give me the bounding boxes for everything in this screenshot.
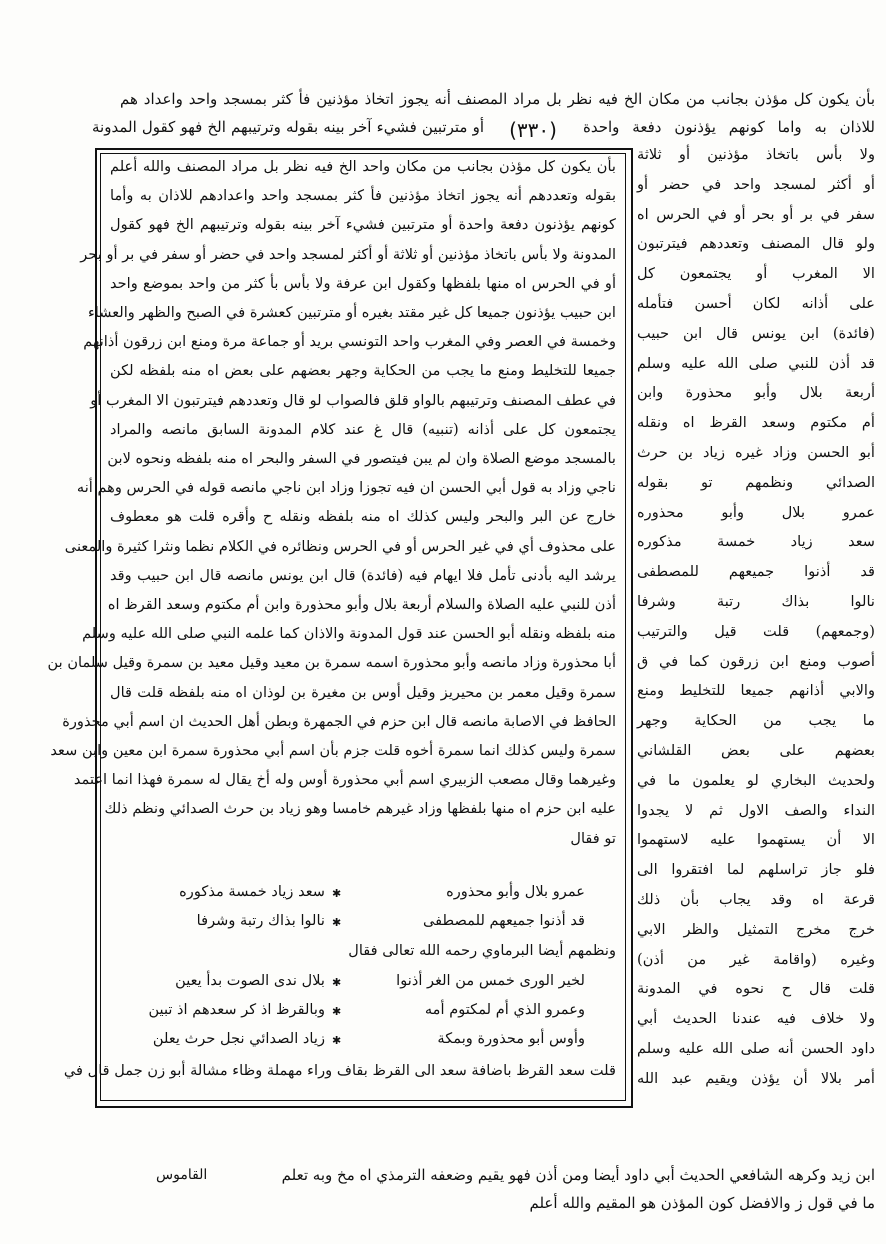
main-line: بأن يكون كل مؤذن بجانب من مكان واحد الخ فيه نظر بل مراد المصنف والله أعلم bbox=[110, 158, 616, 175]
verse-right-hemistich: لخير الورى خمس من الغر أذنوا bbox=[396, 972, 585, 989]
side-line: الا المغرب أو يجتمعون كل bbox=[637, 265, 875, 283]
verse-left-hemistich: بلال ندى الصوت بدأ يعين bbox=[175, 972, 325, 989]
side-line: ما يجب من الحكاية وجهر bbox=[637, 712, 875, 730]
side-line: داود الحسن أنه صلى الله عليه وسلم bbox=[637, 1040, 875, 1057]
verse-left-hemistich: زياد الصدائي نجل حرث يعلن bbox=[152, 1030, 325, 1047]
side-line: على أذانه لكان أحسن فتأمله bbox=[637, 295, 875, 312]
verse-separator-star: ✱ bbox=[332, 916, 342, 929]
header-line-2-left: أو مترتبين فشيء آخر بينه بقوله وترتيبهم الخ فهو كقول المدونة bbox=[92, 118, 484, 136]
side-line: ولا خلاف فيه عندنا الحديث أبي bbox=[637, 1010, 875, 1028]
side-line: الصدائي ونظمهم تو بقوله bbox=[637, 473, 875, 491]
verse-right-hemistich: وعمرو الذي أم لمكتوم أمه bbox=[424, 1001, 585, 1018]
main-line: في عطف المصنف وترتيبهم بالواو قلق فالصواب لو قال وتعددهم فيترتبون الا المغرب أو bbox=[90, 391, 616, 409]
verse-right-hemistich: وأوس أبو محذورة وبمكة bbox=[437, 1030, 585, 1047]
side-line: ولو قال المصنف وتعددهم فيترتبون bbox=[637, 235, 875, 253]
footer-word: القاموس bbox=[156, 1167, 208, 1183]
main-line: يرشد اليه بأدنى تأمل فلا ايهام فيه (فائدة) قال ابن يونس مانصه قال ابن حبيب وقد bbox=[110, 566, 616, 584]
side-line: (وجمعهم) قلت قيل والترتيب bbox=[637, 622, 875, 640]
side-line: والابي أذانهم جميعا للتخليط ومنع bbox=[637, 682, 875, 700]
main-line: خارج عن البر والبحر وليس كذلك اه منه بلفظه ونقله ح وأقره قلت هو معطوف bbox=[110, 508, 616, 526]
main-line: الحافظ في الاصابة مانصه قال ابن حزم في الجمهرة وبطن أهل الحديث ان اسم أبي محذورة bbox=[62, 712, 616, 730]
side-line: النداء والصف الاول ثم لا يجدوا bbox=[637, 801, 875, 819]
main-line: كونهم يؤذنون دفعة واحدة أو مترتبين فشيء آخر بينه بقوله وترتيبهم الخ فهو كقول bbox=[110, 216, 616, 234]
verse-separator-star: ✱ bbox=[332, 1005, 342, 1018]
main-line: أو في الحرس اه منها بلفظها وكقول ابن عرفة ولا بأس بأ كثر من واحد بموضع واحد bbox=[110, 274, 616, 292]
main-line: تو فقال bbox=[570, 829, 616, 847]
footer-line-2: ما في قول ز والافضل كون المؤذن هو المقيم والله أعلم bbox=[529, 1194, 875, 1212]
side-line: أم مكتوم وسعد القرظ اه ونقله bbox=[637, 414, 875, 432]
side-line: أمر بلالا أن يؤذن ويقيم عبد الله bbox=[637, 1069, 875, 1087]
verse-left-hemistich: سعد زياد خمسة مذكوره bbox=[179, 883, 325, 900]
side-line: الا أن يستهموا عليه لاستهموا bbox=[637, 831, 875, 849]
main-line: يجتمعون كل على أذانه (تنبيه) قال غ عند كلام المدونة السابق مانصه والمراد bbox=[110, 420, 616, 438]
main-line: بقوله وتعددهم أنه يجوز اتخاذ مؤذنين فأ كثر بمسجد واحد واعدادهم للاذان به وأما bbox=[110, 187, 616, 205]
main-line: وغيرهما وقال مصعب الزبيري اسم أبي محذورة أوس وله أخ يقال له سمرة فهذا انما اعتمد bbox=[73, 771, 616, 789]
main-line: على محذوف أي في غير الحرس أو في الحرس ونظائره في الكلام نظما ونثرا كثيرة والمعنى bbox=[64, 537, 616, 555]
main-line: وخمسة في العصر وفي المغرب واحد التونسي بريد أو جماعة مرة ومنع ابن زرقون أذانهم bbox=[83, 333, 616, 351]
side-line: قلت قال ح نحوه في المدونة bbox=[637, 980, 875, 998]
side-line: سعد زياد خمسة مذكوره bbox=[637, 533, 875, 551]
main-line: ابن حبيب يؤذنون جميعا كل غير مقتد بغيره أو مترتبين كعشرة في الصبح والظهر والعشاء bbox=[87, 304, 616, 321]
main-line: منه بلفظه ونقله أبو الحسن عند قول المدونة والاذان كما علمه النبي صلى الله عليه وسلم bbox=[82, 625, 616, 643]
verse-separator-star: ✱ bbox=[332, 1034, 342, 1047]
side-line: ولحديث البخاري لو يعلمون ما في bbox=[637, 771, 875, 789]
header-line-2-right: للاذان به واما كونهم يؤذنون دفعة واحدة bbox=[583, 118, 875, 136]
main-line: سمرة وقيل معمر بن محيريز وقيل أوس بن مغيرة بن لوذان اه منه بلفظه قلت قال bbox=[110, 683, 616, 701]
side-line: أبو الحسن وزاد غيره زياد بن حرث bbox=[637, 444, 875, 461]
side-line: عمرو بلال وأبو محذوره bbox=[637, 503, 875, 521]
verse-intro: ونظمهم أيضا البرماوي رحمه الله تعالى فقال bbox=[348, 942, 616, 959]
verse-left-hemistich: وبالقرظ اذ كر سعدهم اذ تبين bbox=[148, 1001, 325, 1018]
side-line: قد أذنوا جميعهم للمصطفى bbox=[637, 563, 875, 581]
header-line-1: بأن يكون كل مؤذن بجانب من مكان الخ فيه نظر بل مراد المصنف أنه يجوز اتخاذ مؤذنين فأ كثر بمسجد واحد واعداد هم bbox=[120, 90, 875, 108]
side-line: أربعة بلال وأبو محذورة وابن bbox=[637, 384, 875, 402]
verse-left-hemistich: نالوا بذاك رتبة وشرفا bbox=[196, 912, 325, 929]
side-line: فلو جاز تراسلهم لما افتقروا الى bbox=[637, 861, 875, 879]
side-line: أو أكثر لمسجد واحد في حضر أو bbox=[637, 175, 875, 193]
side-line: أصوب ومنع ابن زرقون كما في ق bbox=[637, 652, 875, 670]
verse-separator-star: ✱ bbox=[332, 887, 342, 900]
main-line: ناجي وزاد به قول أبي الحسن ان فيه تجوزا وزاد ابن ناجي مانصه قوله في الحرس وهم أنه bbox=[76, 479, 616, 497]
verse-right-hemistich: عمرو بلال وأبو محذوره bbox=[446, 883, 585, 900]
side-line: ولا بأس باتخاذ مؤذنين أو ثلاثة bbox=[637, 146, 875, 163]
main-line: أبا محذورة وزاد مانصه وأبو محذورة اسمه سمرة بن معيد وقيل معيد بن سمرة وقيل سلمان بن bbox=[47, 654, 616, 672]
main-line: عليه ابن حزم اه منها بلفظها وزاد غيرهم خامسا وهو زياد بن حرث الصدائي ونظم ذلك bbox=[104, 800, 616, 818]
main-line: المدونة ولا بأس باتخاذ مؤذنين أو ثلاثة أو أكثر لمسجد واحد في حضر أو سفر في بر أو بحر bbox=[80, 245, 616, 263]
side-line: بعضهم على بعض القلشاني bbox=[637, 742, 875, 759]
side-line: سفر في بر أو بحر أو في الحرس اه bbox=[637, 205, 875, 223]
side-line: (فائدة) ابن يونس قال ابن حبيب bbox=[637, 324, 875, 342]
verse-right-hemistich: قد أذنوا جميعهم للمصطفى bbox=[423, 912, 585, 929]
main-line: جميعا للتخليط ومنع ما يجب من الحكاية وجهر بعضهم على بعض اه منه بلفظه لكن bbox=[110, 362, 616, 380]
side-line: قد أذن للنبي صلى الله عليه وسلم bbox=[637, 354, 875, 372]
side-line: خرج مخرج التمثيل والظر الابي bbox=[637, 920, 875, 938]
main-line: سمرة وليس كذلك انما سمرة أخوه قلت جزم بأن اسم أبي محذورة سمرة ابن معين وابن سعد bbox=[50, 742, 616, 759]
main-line: أذن للنبي عليه الصلاة والسلام أربعة بلال وأبو محذورة وابن أم مكتوم وسعد القرظ اه bbox=[107, 596, 616, 613]
footer-line-1: ابن زيد وكرهه الشافعي الحديث أبي داود أيضا ومن أذن فهو يقيم وضعفه الترمذي اه مخ وبه تعلم bbox=[281, 1166, 875, 1184]
side-line: نالوا بذاك رتبة وشرفا bbox=[637, 593, 875, 610]
verse-separator-star: ✱ bbox=[332, 976, 342, 989]
main-last-line: قلت سعد القرظ باضافة سعد الى القرظ بقاف وراء مهملة وظاء مشالة أبو زن جمل قال في bbox=[63, 1062, 616, 1079]
side-line: قرعة اه وقد يجاب بأن ذلك bbox=[637, 891, 875, 908]
side-line: وغيره (واقامة غير من أذن) bbox=[637, 950, 875, 968]
page-number: (٣٣٠) bbox=[509, 118, 557, 142]
main-line: بالمسجد موضع الصلاة وان لم يبن فيتصور في السفر والبحر اه منه بلفظه ونحوه لابن bbox=[107, 450, 616, 467]
